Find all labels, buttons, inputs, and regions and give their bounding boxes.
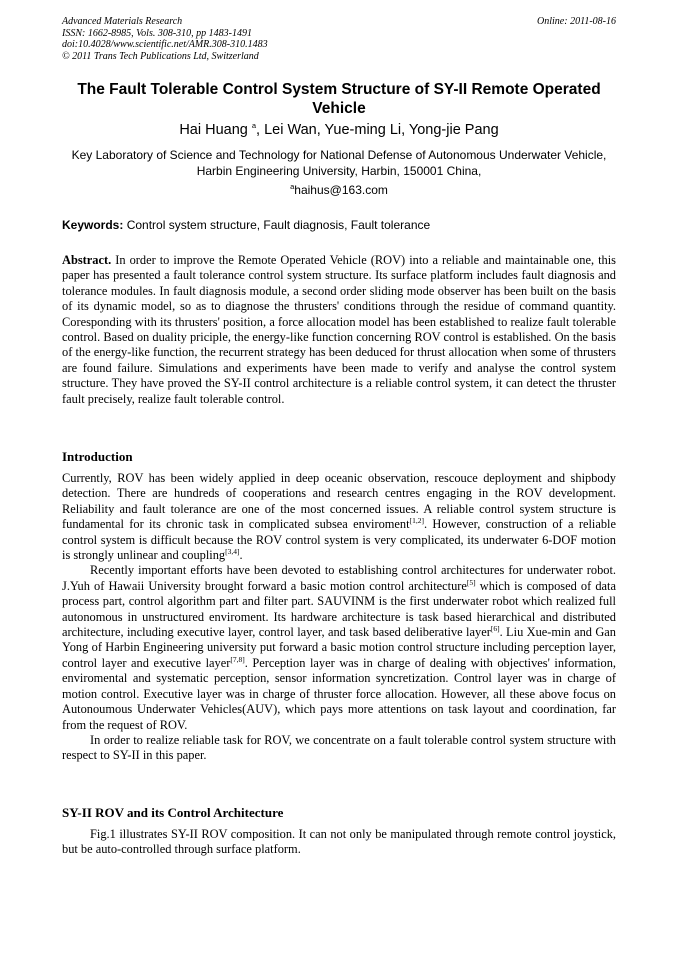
intro-paragraph-2 bbox=[62, 563, 616, 732]
author-email bbox=[62, 183, 616, 198]
intro-p1-text-b: . However, construction of a reliable control system is difficult because the ROV control system is very complicated, its underwater 6-DOF motion is strongly unlinear and coupling bbox=[62, 517, 616, 563]
introduction-body bbox=[62, 471, 616, 764]
online-date: Online: 2011-08-16 bbox=[537, 16, 616, 27]
email-sup: a bbox=[290, 182, 295, 191]
citation[interactable]: [3,4] bbox=[225, 546, 240, 556]
author-first-sup: a bbox=[251, 121, 257, 131]
intro-paragraph-1 bbox=[62, 471, 616, 563]
abstract-label: Abstract. bbox=[62, 253, 112, 267]
email-address[interactable]: haihus@163.com bbox=[294, 183, 388, 197]
journal-copyright: © 2011 Trans Tech Publications Ltd, Switzerland bbox=[62, 50, 259, 62]
intro-p2-text-c: . Liu Xue-min and Gan Yong of Harbin Engineering university put forward a basic motion control structure including perception layer, control layer and executive layer bbox=[62, 625, 616, 670]
journal-doi: doi:10.4028/www.scientific.net/AMR.308-310.1483 bbox=[62, 39, 268, 50]
section2-paragraph-1: Fig.1 illustrates SY-II ROV composition. It can not only be manipulated through remote control joystick, but be auto-controlled through surface platform. bbox=[62, 827, 616, 857]
abstract-text: In order to improve the Remote Operated Vehicle (ROV) into a reliable and maintainable one, this paper has presented a fault tolerance control system structure. Its surface platform includes fault diagnosis and tolerance modules. In fault diagnosis module, a second order sliding mode observer has been built on the basis of its dynamic model, so as to diagnose the thrusters' conditions through the residue of command quantity. Coresponding with its thrusters' position, a force allocation model has been established to realize fault tolerable control. Based on duality priciple, the energy-like function concerning ROV control is established. On the basis of the energy-like function, the recurrent strategy has been deduced for thrust allocation when some of thrusters are found failure. Simulations and experiments have been made to verify and analyse the control system structure. They have proved the SY-II control architecture is a reliable control system, it can detect the thruster fault precisely, realize fault tolerable control. bbox=[62, 253, 616, 406]
keywords-label: Keywords: bbox=[62, 218, 124, 232]
journal-name: Advanced Materials Research bbox=[62, 16, 183, 27]
section2-heading: SY-II ROV and its Control Architecture bbox=[62, 805, 284, 820]
section2-body bbox=[62, 827, 616, 858]
citation[interactable]: [5] bbox=[466, 577, 476, 587]
intro-paragraph-3: In order to realize reliable task for ROV, we concentrate on a fault tolerable control system structure with respect to SY-II in this paper. bbox=[62, 732, 616, 763]
affiliation: Key Laboratory of Science and Technology for National Defense of Autonomous Underwater Vehicle, Harbin Engineering University, Harbin, 150001 China, bbox=[71, 148, 607, 178]
author-first: Hai Huang bbox=[179, 122, 248, 138]
intro-p2-text-b: which is composed of data process part, control algorithm part and filter part. SAUVINM is the first underwater robot which realized full autonomous in unstructured enviroment. Its hardware architecture is task based hierarchical and distributed architecture, including executive layer, control layer, and task based deliberative layer bbox=[62, 578, 617, 640]
author-rest: , Lei Wan, Yue-ming Li, Yong-jie Pang bbox=[256, 122, 499, 138]
intro-p2-text-a: Recently important efforts have been devoted to establishing control architectures for underwater robot. J.Yuh of Hawaii University brought forward a basic motion control architecture bbox=[62, 563, 616, 593]
citation[interactable]: [7,8] bbox=[230, 654, 245, 664]
keywords bbox=[62, 218, 616, 233]
intro-p1-text-c: . bbox=[239, 548, 243, 563]
journal-issn: ISSN: 1662-8985, Vols. 308-310, pp 1483-1491 bbox=[62, 27, 252, 39]
citation[interactable]: [1,2] bbox=[409, 516, 424, 526]
citation[interactable]: [6] bbox=[490, 623, 500, 633]
abstract bbox=[62, 253, 616, 407]
paper-title: The Fault Tolerable Control System Structure of SY-II Remote Operated Vehicle bbox=[77, 81, 601, 117]
journal-header bbox=[62, 16, 268, 62]
intro-p2-text-d: . Perception layer was in charge of dealing with objectives' information, enviromental and systematic perception, sensor information syncretization. Control layer was in charge of motion control. Executive layer was in charge of thruster force allocation. However, all these above focus on Autonoumous Underwater Vehicles(AUV), which pays more attentions on task layout and coordination, far from the request of ROV. bbox=[62, 655, 617, 732]
keywords-text: Control system structure, Fault diagnosis, Fault tolerance bbox=[126, 218, 431, 232]
introduction-heading: Introduction bbox=[62, 449, 133, 464]
author-list bbox=[62, 121, 616, 139]
intro-p1-text-a: Currently, ROV has been widely applied in deep oceanic observation, rescouce deployment and shipbody detection. There are hundreds of cooperations and research centres engaging in the ROV development. Reliability and fault tolerance are one of the most concerned issues. A reliable control system structure is fundamental for its chronic task in complicated subsea enviroment bbox=[62, 471, 616, 532]
